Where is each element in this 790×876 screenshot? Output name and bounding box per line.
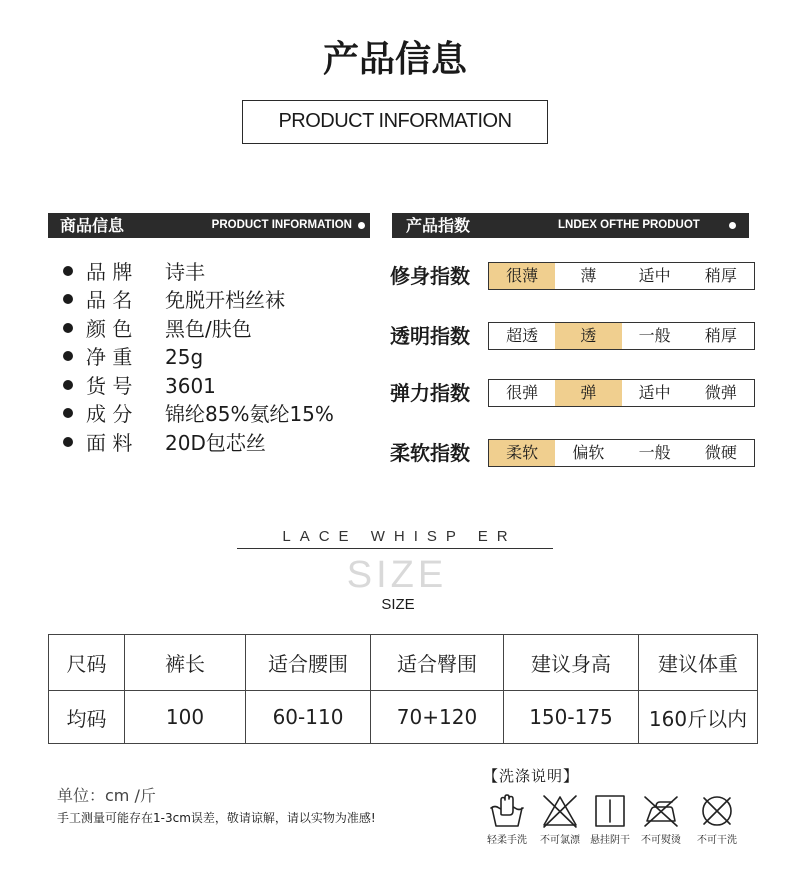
bullet-dot	[63, 351, 73, 361]
page-subtitle: PRODUCT INFORMATION	[278, 110, 512, 132]
index-scale	[488, 322, 755, 350]
bar-dot	[358, 222, 365, 229]
column-header: 裤长	[125, 635, 246, 691]
index-option-selected: 很薄	[489, 263, 555, 289]
product-info-bar	[48, 213, 370, 238]
info-label: 成 分	[86, 402, 133, 426]
index-option: 稍厚	[704, 326, 737, 345]
no-bleach-icon	[540, 793, 580, 829]
no-dry-clean-icon	[697, 793, 737, 829]
index-scale	[488, 379, 755, 407]
index-row-elasticity	[0, 379, 790, 407]
index-option: 微硬	[704, 443, 737, 462]
info-row-name	[0, 286, 380, 314]
table-cell: 70+120	[371, 691, 504, 744]
care-item-no-iron	[636, 793, 686, 851]
care-label: 不可干洗	[697, 835, 737, 846]
index-row-fit	[0, 262, 790, 290]
product-index-bar-title-en: LNDEX OFTHE PRODUOT	[558, 219, 700, 231]
info-value: 黑色/肤色	[165, 317, 252, 341]
bullet-dot	[63, 408, 73, 418]
index-scale	[488, 439, 755, 467]
info-label: 品 名	[86, 288, 133, 312]
index-option: 薄	[580, 266, 597, 285]
table-cell: 均码	[49, 691, 125, 744]
info-value: 免脱开档丝袜	[165, 288, 285, 312]
size-tagline: LACE WHISP ER	[282, 528, 517, 545]
product-info-bar-title-en: PRODUCT INFORMATION	[211, 219, 352, 231]
index-row-transparency	[0, 322, 790, 350]
info-label: 品 牌	[86, 260, 133, 284]
unit-note: 单位：cm /斤	[57, 786, 156, 805]
index-label: 修身指数	[390, 264, 470, 288]
column-header: 适合腰围	[246, 635, 371, 691]
divider	[237, 548, 553, 549]
size-watermark: SIZE	[346, 554, 448, 596]
hand-wash-icon	[487, 793, 527, 829]
index-option: 适中	[638, 266, 671, 285]
index-label: 透明指数	[390, 324, 470, 348]
care-item-hang-dry	[585, 793, 635, 851]
bullet-dot	[63, 294, 73, 304]
info-value: 25g	[165, 345, 204, 369]
column-header: 适合臀围	[371, 635, 504, 691]
info-label: 货 号	[86, 374, 133, 398]
index-option: 一般	[638, 443, 671, 462]
hang-dry-shade-icon	[590, 793, 630, 829]
care-item-no-bleach	[535, 793, 585, 851]
column-header: 建议身高	[504, 635, 639, 691]
info-value: 3601	[165, 374, 216, 398]
measurement-disclaimer: 手工测量可能存在1-3cm误差，敬请谅解，请以实物为准感!	[57, 811, 376, 825]
table-cell: 160斤以内	[639, 691, 758, 744]
care-label: 悬挂阴干	[590, 835, 630, 846]
table-cell: 150-175	[504, 691, 639, 744]
index-option-selected: 弹	[555, 380, 621, 406]
index-option-selected: 透	[555, 323, 621, 349]
page-title: 产品信息	[322, 39, 467, 80]
column-header: 建议体重	[639, 635, 758, 691]
info-label: 面 料	[86, 431, 133, 455]
bar-dot	[729, 222, 736, 229]
index-label: 柔软指数	[390, 441, 470, 465]
table-cell: 60-110	[246, 691, 371, 744]
index-option: 偏软	[572, 443, 605, 462]
index-option: 适中	[638, 383, 671, 402]
index-scale	[488, 262, 755, 290]
product-info-bar-title: 商品信息	[60, 216, 125, 235]
info-label: 净 重	[86, 345, 133, 369]
care-title: 【洗涤说明】	[483, 767, 580, 785]
size-title: SIZE	[381, 596, 415, 613]
care-label: 不可氯漂	[540, 835, 580, 846]
product-index-bar-title: 产品指数	[406, 216, 471, 235]
index-option: 微弹	[704, 383, 737, 402]
index-option: 稍厚	[704, 266, 737, 285]
index-option-selected: 柔软	[489, 440, 555, 466]
index-row-softness	[0, 439, 790, 467]
info-value: 锦纶85%氨纶15%	[165, 402, 334, 426]
table-header-row	[49, 635, 758, 691]
info-value: 诗丰	[165, 260, 205, 284]
care-item-no-dry-clean	[692, 793, 742, 851]
index-option: 很弹	[506, 383, 539, 402]
size-table	[48, 634, 758, 744]
product-index-bar	[392, 213, 749, 238]
info-label: 颜 色	[86, 317, 133, 341]
index-option: 一般	[638, 326, 671, 345]
index-option: 超透	[506, 326, 539, 345]
index-label: 弹力指数	[390, 381, 470, 405]
column-header: 尺码	[49, 635, 125, 691]
care-label: 轻柔手洗	[487, 835, 527, 846]
subtitle-box	[242, 100, 548, 144]
no-iron-icon	[641, 793, 681, 829]
info-value: 20D包芯丝	[165, 431, 266, 455]
table-row	[49, 691, 758, 744]
table-cell: 100	[125, 691, 246, 744]
care-item-hand-wash	[482, 793, 532, 851]
care-label: 不可熨烫	[641, 835, 681, 846]
